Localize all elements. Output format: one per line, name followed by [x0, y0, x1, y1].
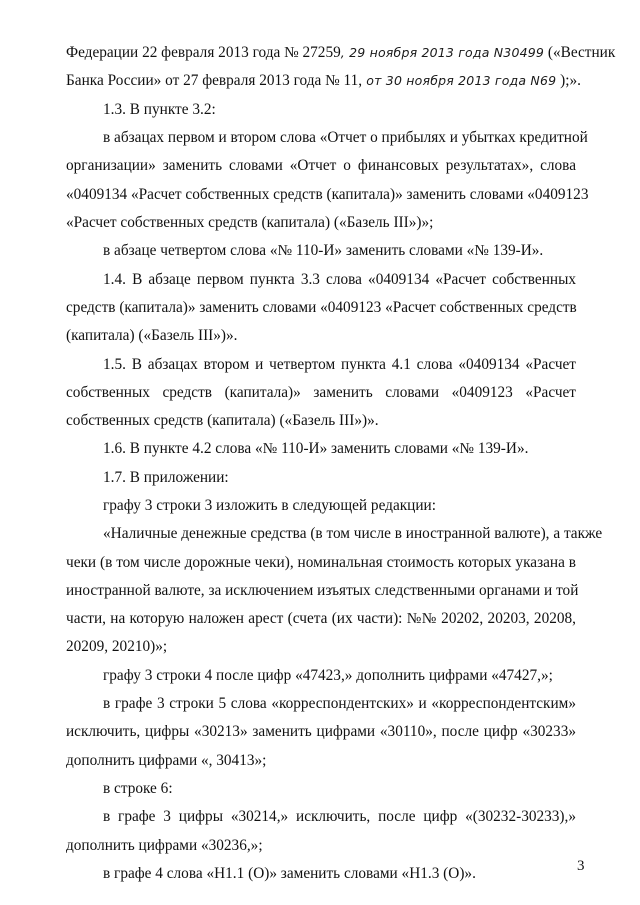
text-line: части, на которую наложен арест (счета (их части): №№ 20202, 20203, 20208,: [66, 610, 576, 627]
text-line: в графе 4 слова «Н1.1 (О)» заменить словами «Н1.3 (О)».: [103, 865, 476, 882]
text-line: в строке 6:: [103, 780, 173, 797]
text-line: 1.6. В пункте 4.2 слова «№ 110-И» заменить словами «№ 139-И».: [103, 440, 529, 457]
text-line: чеки (в том числе дорожные чеки), номинальная стоимость которых указана в: [66, 554, 576, 571]
text-line: «Наличные денежные средства (в том числе в иностранной валюте), а также: [103, 525, 603, 542]
text-line: организации» заменить словами «Отчет о финансовых результатах», слова: [66, 157, 576, 174]
text-line: исключить, цифры «30213» заменить цифрами «30110», после цифр «30233»: [66, 723, 576, 740]
paragraph-line-2: [66, 72, 581, 90]
text-line: 1.3. В пункте 3.2:: [103, 101, 216, 118]
text-line: средств (капитала)» заменить словами «0409123 «Расчет собственных средств: [66, 299, 577, 316]
text-line: иностранной валюте, за исключением изъятых следственными органами и той: [66, 582, 579, 599]
text-line: собственных средств (капитала)» заменить словами «0409123 «Расчет: [66, 384, 576, 401]
text-line: в графе 3 цифры «30214,» исключить, после цифр «(30232-30233),»: [103, 808, 576, 825]
handwritten-insertion-1: , 29 ноября 2013 года N30499: [340, 45, 545, 60]
text-line: дополнить цифрами «, 30413»;: [66, 752, 267, 769]
line2-printed-end: );».: [556, 72, 581, 89]
text-line: (капитала) («Базель III»)».: [66, 327, 238, 344]
text-line: 1.7. В приложении:: [103, 469, 229, 486]
text-line: графу 3 строки 4 после цифр «47423,» дополнить цифрами «47427,»;: [103, 667, 553, 684]
handwritten-insertion-2: от 30 ноября 2013 года N69: [362, 73, 557, 88]
text-line: 1.5. В абзацах втором и четвертом пункта 4.1 слова «0409134 «Расчет: [103, 356, 576, 373]
page-number: 3: [577, 858, 585, 874]
line1-printed: Федерации 22 февраля 2013 года № 27259: [66, 44, 341, 61]
paragraph-line-1: [66, 44, 616, 62]
text-line: дополнить цифрами «30236,»;: [66, 837, 263, 854]
text-line: собственных средств (капитала) («Базель III»)».: [66, 412, 379, 429]
text-line: в абзаце четвертом слова «№ 110-И» заменить словами «№ 139-И».: [103, 242, 544, 259]
text-line: «0409134 «Расчет собственных средств (капитала)» заменить словами «0409123: [66, 186, 589, 203]
text-line: 1.4. В абзаце первом пункта 3.3 слова «0409134 «Расчет собственных: [103, 271, 576, 288]
text-line: в абзацах первом и втором слова «Отчет о прибылях и убытках кредитной: [103, 129, 588, 146]
line1-printed-end: («Вестник: [544, 44, 616, 61]
text-line: «Расчет собственных средств (капитала) («Базель III»)»;: [66, 214, 434, 231]
line2-printed: Банка России» от 27 февраля 2013 года № 11,: [66, 72, 363, 89]
text-line: 20209, 20210)»;: [66, 638, 168, 655]
text-line: графу 3 строки 3 изложить в следующей редакции:: [103, 497, 436, 514]
text-line: в графе 3 строки 5 слова «корреспондентских» и «корреспондентским»: [103, 695, 576, 712]
